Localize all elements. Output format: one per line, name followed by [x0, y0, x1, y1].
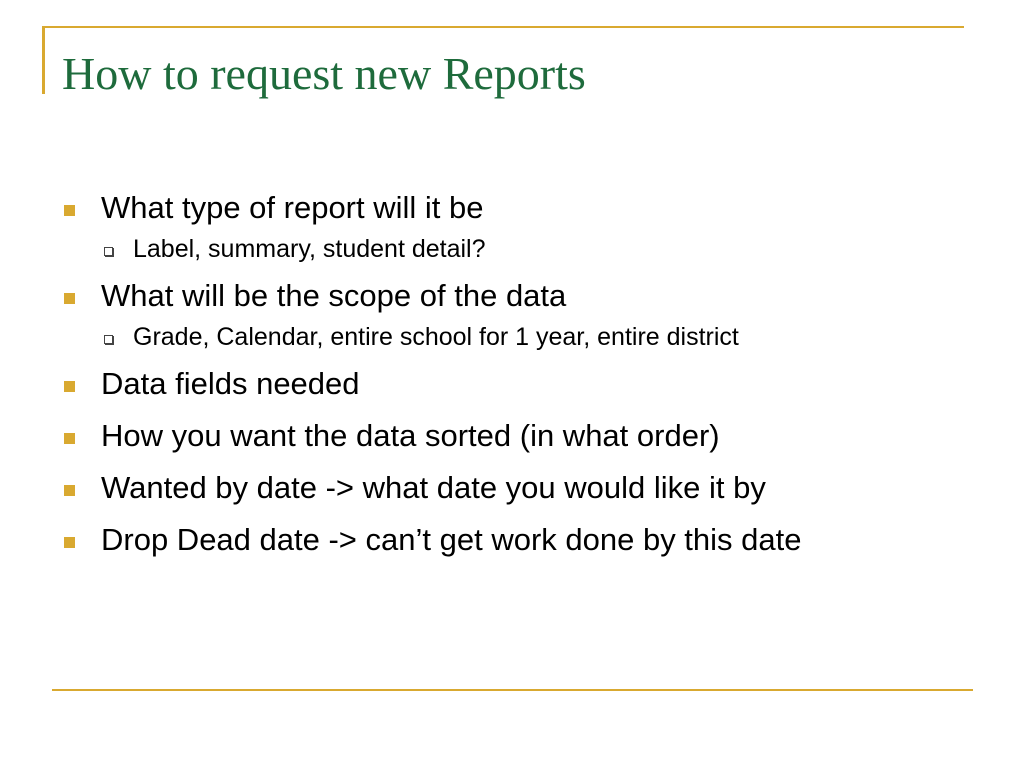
- hollow-square-bullet-icon: [104, 335, 113, 344]
- bullet-item: [64, 520, 1004, 560]
- footer-accent-line: [52, 689, 973, 691]
- bullet-text: Drop Dead date -> can’t get work done by this date: [101, 522, 802, 557]
- bullet-item: [64, 416, 1004, 456]
- bullet-text: How you want the data sorted (in what order): [101, 418, 720, 453]
- square-bullet-icon: [64, 381, 75, 392]
- bullet-text: Data fields needed: [101, 366, 360, 401]
- sub-bullet-item: [104, 232, 1004, 266]
- sub-bullet-text: Label, summary, student detail?: [133, 235, 486, 263]
- square-bullet-icon: [64, 293, 75, 304]
- bullet-list: [64, 188, 1004, 564]
- bullet-item: [64, 188, 1004, 228]
- bullet-text: What will be the scope of the data: [101, 278, 567, 313]
- frame-top-accent-line: [42, 26, 964, 28]
- square-bullet-icon: [64, 537, 75, 548]
- square-bullet-icon: [64, 205, 75, 216]
- sub-bullet-item: [104, 320, 1004, 354]
- bullet-item: [64, 468, 1004, 508]
- sub-bullet-text: Grade, Calendar, entire school for 1 year, entire district: [133, 323, 739, 351]
- square-bullet-icon: [64, 433, 75, 444]
- square-bullet-icon: [64, 485, 75, 496]
- bullet-text: What type of report will it be: [101, 190, 484, 225]
- bullet-text: Wanted by date -> what date you would like it by: [101, 470, 766, 505]
- slide-title: How to request new Reports: [62, 48, 586, 99]
- hollow-square-bullet-icon: [104, 247, 113, 256]
- frame-left-accent-line: [42, 26, 45, 94]
- bullet-item: [64, 276, 1004, 316]
- bullet-item: [64, 364, 1004, 404]
